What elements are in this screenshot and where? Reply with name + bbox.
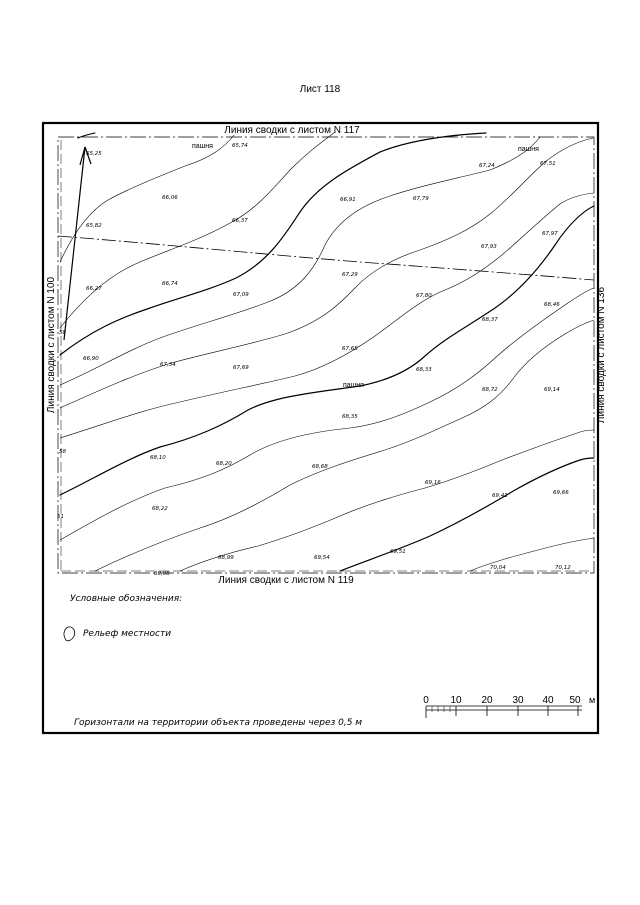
elevation-mark: 68,72 [482,387,498,393]
top-edge-label: Линия сводки с листом N 117 [224,125,360,136]
contour-line [60,137,540,385]
contour-line [60,288,594,540]
land-use-label: пашня [192,143,213,150]
elevation-mark: 69,98 [154,571,170,577]
elevation-mark: 67,09 [233,292,249,298]
elevation-mark: 66,74 [162,281,178,287]
elevation-mark: 66,27 [86,286,102,292]
right-edge-label: Линия сводки с листом N 136 [596,286,607,424]
sheet-title: Лист 118 [299,84,341,95]
elevation-mark: 65,25 [86,151,102,157]
elevation-mark: 69,51 [390,549,406,555]
land-use-label: пашня [518,146,539,153]
contour-line [180,430,594,571]
contour-line [60,193,594,438]
scale-tick-label: 10 [450,695,462,706]
elevation-mark: 68,20 [216,461,232,467]
elevation-mark: 68,35 [342,414,358,420]
elevation-mark: 67,65 [342,346,358,352]
elevation-mark: 70,04 [490,565,506,571]
contour-lines [60,132,594,571]
sheet-boundary [58,137,594,573]
north-arrow-icon [64,147,91,340]
elevation-mark: 65,74 [232,143,248,149]
legend-relief-label: Рельеф местности [83,629,172,639]
elevation-mark: 66,90 [83,356,99,362]
contour-line [340,458,594,571]
elevation-mark: 65,82 [86,223,102,229]
elevation-mark: 66,06 [162,195,178,201]
land-use-label: пашня [343,382,364,389]
elevation-mark: 69,16 [425,480,441,486]
elevation-mark: 70,12 [555,565,571,571]
left-edge-label: Линия сводки с листом N 100 [46,276,57,414]
scale-tick-label: 20 [481,695,493,706]
elevation-mark: 67,24 [479,163,495,169]
elevation-marks [57,143,571,577]
contour-line [60,206,594,495]
elevation-mark: 68,46 [544,302,560,308]
scale-unit: м [589,695,596,705]
elevation-mark: 51 [57,514,64,520]
elevation-mark: 67,80 [416,293,432,299]
contour-line [470,538,594,571]
contour-line [60,138,593,408]
bottom-edge-label: Линия сводки с листом N 119 [218,575,354,586]
contour-line [60,133,486,355]
contour-line [95,320,594,571]
elevation-mark: 67,29 [342,272,358,278]
elevation-mark: 67,69 [233,365,249,371]
elevation-mark: 67,79 [413,196,429,202]
legend-heading: Условные обозначения: [70,594,183,604]
elevation-mark: 68,33 [416,367,432,373]
elevation-mark: 67,97 [542,231,558,237]
elevation-mark: 69,54 [314,555,330,561]
elevation-mark: 69,41 [492,493,508,499]
contour-symbol-icon [64,627,75,641]
elevation-mark: 68,10 [150,455,166,461]
scale-tick-label: 0 [423,695,429,706]
elevation-mark: 67,51 [540,161,556,167]
scale-tick-label: 50 [569,695,581,706]
elevation-mark: 68,22 [152,506,168,512]
elevation-mark: 69,66 [553,490,569,496]
elevation-mark: 68,68 [312,464,328,470]
elevation-mark: 68,37 [482,317,498,323]
legend-note: Горизонтали на территории объекта проведены через 0,5 м [74,718,363,728]
elevation-mark: 69,14 [544,387,560,393]
elevation-mark: 58 [59,330,66,336]
elevation-mark: 66,91 [340,197,356,203]
elevation-mark: 67,93 [481,244,497,250]
elevation-mark: 68,99 [218,555,234,561]
elevation-mark: 58 [59,449,66,455]
elevation-mark: 66,37 [232,218,248,224]
scale-tick-label: 40 [542,695,554,706]
outer-frame [43,123,598,733]
scale-bar [423,695,595,718]
scale-tick-label: 30 [512,695,524,706]
elevation-mark: 67,34 [160,362,176,368]
